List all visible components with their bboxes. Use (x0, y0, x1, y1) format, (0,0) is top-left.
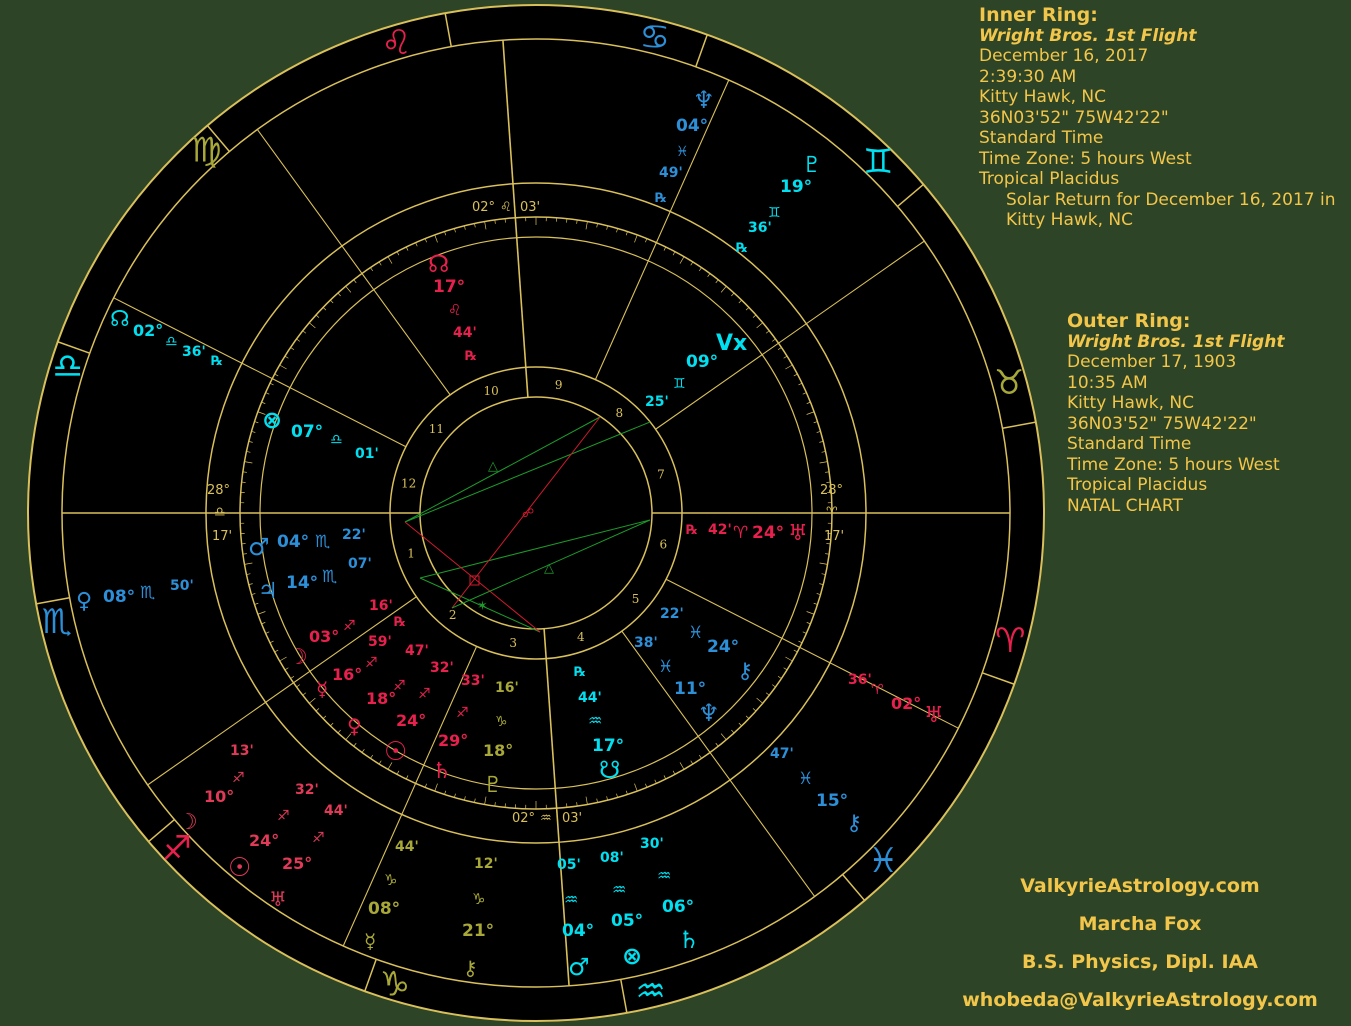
retrograde-mark: ℞ (211, 354, 223, 369)
cusp-degree: 02° (472, 200, 496, 215)
outer-ring-coords: 36N03'52" 75W42'22" (1067, 413, 1257, 434)
trine-aspect-glyph: △ (544, 561, 554, 576)
retrograde-mark: ℞ (465, 349, 477, 364)
inner-ring-title: Wright Bros. 1st Flight (979, 25, 1197, 46)
planet-sign: ♑ (472, 890, 486, 908)
planet-minute: 50' (170, 578, 194, 594)
house-number: 11 (428, 421, 445, 436)
planet-minute: 38' (634, 635, 658, 651)
planet-sign: ♌ (448, 301, 462, 319)
planet-degree: 18° (483, 741, 514, 760)
outer-ring-zone: Time Zone: 5 hours West (1067, 454, 1280, 475)
jupiter-glyph: ♃ (258, 579, 278, 604)
zodiac-sagittarius-icon: ♐ (161, 828, 193, 869)
planet-degree: 10° (204, 787, 235, 806)
planet-minute: 36' (748, 220, 772, 236)
planet-degree: 08° (368, 899, 401, 919)
zodiac-leo-icon: ♌ (381, 23, 412, 64)
north-node-glyph: ☊ (428, 250, 450, 278)
vertex-glyph: Vx (716, 331, 748, 356)
cusp-sign-glyph: ♌ (500, 200, 512, 215)
saturn-glyph: ♄ (678, 926, 700, 954)
sun-glyph: ☉ (384, 737, 408, 767)
uranus-glyph: ♅ (269, 887, 287, 911)
cusp-minute: 03' (520, 200, 541, 215)
cusp-minute: 17' (212, 529, 233, 544)
planet-degree: 08° (103, 587, 136, 607)
zodiac-aries-icon: ♈ (995, 621, 1026, 662)
planet-minute: 44' (324, 803, 348, 819)
cusp-minute: 03' (562, 811, 583, 826)
uranus-glyph: ♅ (788, 521, 808, 546)
house-number: 9 (554, 377, 563, 392)
inner-ring-heading: Inner Ring: (979, 4, 1098, 26)
planet-degree: 24° (752, 523, 785, 543)
house-number: 7 (657, 467, 665, 482)
mars-glyph: ♂ (568, 953, 590, 981)
planet-sign: ♐ (393, 678, 406, 694)
planet-sign: ♏ (315, 532, 331, 552)
cusp-degree: 02° (512, 811, 536, 826)
planet-degree: 17° (592, 736, 625, 756)
sextile-aspect-glyph: ✶ (477, 599, 488, 614)
planet-degree: 15° (816, 791, 849, 811)
email-link[interactable]: whobeda@ValkyrieAstrology.com (962, 989, 1318, 1011)
planet-sign: ♐ (365, 655, 378, 671)
north-node-glyph: ☊ (110, 307, 130, 332)
planet-minute: 22' (342, 527, 366, 543)
cusp-degree: 28° (820, 483, 844, 498)
part-of-fortune-glyph: ⊗ (262, 406, 283, 434)
planet-degree: 02° (133, 321, 164, 340)
south-node-glyph: ☋ (599, 756, 621, 784)
planet-minute: 12' (474, 856, 498, 872)
planet-minute: 44' (453, 325, 477, 341)
planet-minute: 05' (557, 857, 581, 873)
retrograde-mark: ℞ (655, 191, 667, 206)
house-number: 10 (483, 383, 499, 398)
neptune-glyph: ♆ (693, 86, 715, 114)
inner-ring-panel (979, 5, 1335, 231)
house-number: 3 (509, 636, 518, 651)
inner-ring-time: 2:39:30 AM (979, 66, 1077, 87)
neptune-glyph: ♆ (698, 699, 720, 727)
mercury-glyph: ☿ (364, 929, 377, 953)
author-name: Marcha Fox (1078, 913, 1202, 935)
uranus-glyph: ♅ (924, 703, 944, 728)
planet-sign: ♒ (612, 880, 627, 899)
inner-ring-note: Kitty Hawk, NC (1006, 210, 1134, 230)
planet-degree: 04° (277, 532, 310, 552)
planet-minute: 32' (295, 782, 319, 798)
zodiac-taurus-icon: ♉ (993, 362, 1025, 403)
moon-glyph: ☽ (178, 810, 198, 835)
planet-sign: ♐ (418, 686, 431, 702)
planet-minute: 16' (495, 680, 519, 696)
planet-degree: 29° (438, 731, 469, 750)
planet-sign: ♏ (322, 567, 338, 587)
zodiac-virgo-icon: ♍ (190, 130, 222, 171)
saturn-glyph: ♄ (432, 759, 452, 784)
outer-ring-place: Kitty Hawk, NC (1067, 393, 1195, 413)
planet-minute: 44' (578, 690, 602, 706)
outer-ring-time: 10:35 AM (1067, 372, 1148, 393)
planet-degree: 07° (291, 422, 324, 442)
sun-glyph: ☉ (228, 853, 252, 883)
planet-degree: 17° (433, 277, 466, 297)
house-number: 12 (400, 476, 417, 491)
retrograde-mark: ℞ (394, 615, 406, 630)
cusp-degree: 28° (207, 483, 231, 498)
planet-degree: 14° (286, 573, 319, 593)
planet-degree: 16° (332, 665, 363, 684)
cusp-sign-glyph: ♒ (540, 811, 552, 826)
outer-ring-title: Wright Bros. 1st Flight (1067, 331, 1285, 352)
planet-degree: 09° (686, 352, 719, 372)
cusp-sign-glyph: ♈ (826, 505, 838, 520)
inner-ring-date: December 16, 2017 (979, 46, 1149, 66)
planet-degree: 24° (396, 711, 427, 730)
planet-sign: ♈ (871, 682, 884, 698)
house-number: 8 (615, 405, 624, 420)
mars-glyph: ♂ (248, 533, 270, 561)
planet-minute: 49' (659, 165, 683, 181)
opposition-aspect-glyph: ☍ (522, 506, 535, 520)
house-number: 6 (659, 537, 668, 552)
planet-minute: 42' (708, 522, 732, 538)
planet-sign: ♒ (657, 866, 672, 885)
zodiac-aquarius-icon: ♒ (635, 971, 666, 1012)
planet-minute: 30' (640, 836, 664, 852)
planet-minute: 36' (848, 672, 872, 688)
chiron-glyph: ⚷ (463, 956, 478, 980)
planet-minute: 16' (369, 598, 393, 614)
trine-aspect-glyph: △ (488, 459, 498, 474)
planet-minute: 25' (645, 394, 669, 410)
cusp-minute: 17' (824, 529, 845, 544)
planet-sign: ♊ (768, 205, 781, 221)
zodiac-scorpio-icon: ♏ (41, 601, 73, 642)
outer-ring-panel (1067, 311, 1284, 516)
planet-degree: 04° (676, 116, 709, 136)
planet-degree: 25° (282, 854, 313, 873)
inner-ring-zone: Time Zone: 5 hours West (979, 148, 1192, 169)
planet-degree: 24° (707, 637, 740, 657)
planet-degree: 24° (249, 831, 280, 850)
zodiac-capricorn-icon: ♑ (379, 964, 411, 1005)
planet-degree: 05° (611, 911, 644, 931)
planet-minute: 07' (348, 556, 372, 572)
planet-minute: 47' (405, 643, 429, 659)
planet-degree: 11° (674, 679, 707, 699)
mercury-glyph: ☿ (316, 677, 329, 701)
planet-degree: 04° (562, 921, 595, 941)
retrograde-mark: ℞ (574, 665, 586, 680)
planet-minute: 33' (461, 673, 485, 689)
planet-degree: 21° (462, 921, 495, 941)
part-of-fortune-glyph: ⊗ (622, 942, 643, 970)
planet-sign: ♊ (673, 376, 686, 392)
planet-minute: 47' (770, 746, 794, 762)
pluto-glyph: ♇ (483, 773, 503, 798)
venus-glyph: ♀ (347, 714, 362, 738)
planet-degree: 06° (662, 897, 695, 917)
planet-minute: 36' (182, 344, 206, 360)
planet-sign: ♓ (676, 144, 689, 160)
outer-ring-system: Tropical Placidus (1067, 475, 1208, 495)
planet-sign: ♓ (688, 623, 704, 643)
planet-minute: 22' (660, 606, 684, 622)
zodiac-pisces-icon: ♓ (867, 841, 899, 882)
planet-sign: ♓ (658, 657, 674, 677)
planet-minute: 32' (430, 660, 454, 676)
outer-ring-chart-type: NATAL CHART (1067, 495, 1183, 516)
planet-sign: ♒ (588, 711, 603, 730)
house-number: 1 (407, 546, 415, 561)
planet-sign: ♑ (384, 871, 398, 889)
pluto-glyph: ♇ (802, 153, 822, 178)
planet-degree: 18° (366, 689, 397, 708)
planet-minute: 59' (368, 634, 392, 650)
planet-minute: 13' (230, 743, 254, 759)
outer-ring-heading: Outer Ring: (1067, 310, 1191, 332)
planet-degree: 02° (891, 694, 922, 713)
planet-sign: ♐ (456, 705, 469, 721)
planet-sign: ♐ (312, 830, 325, 846)
planet-degree: 03° (309, 627, 340, 646)
inner-ring-system: Tropical Placidus (979, 169, 1120, 189)
planet-sign: ♏ (140, 583, 156, 603)
house-number: 5 (631, 592, 640, 607)
inner-ring-time-type: Standard Time (979, 128, 1104, 148)
planet-sign: ♓ (798, 769, 814, 789)
planet-sign: ♒ (564, 890, 579, 909)
site-link[interactable]: ValkyrieAstrology.com (1020, 875, 1260, 897)
inner-ring-coords: 36N03'52" 75W42'22" (979, 107, 1169, 128)
planet-sign: ♐ (232, 770, 245, 786)
planet-minute: 01' (355, 446, 379, 462)
planet-sign: ♎ (165, 334, 178, 350)
retrograde-mark: ℞ (736, 241, 748, 256)
planet-sign: ♐ (343, 618, 356, 634)
zodiac-gemini-icon: ♊ (863, 141, 894, 182)
inner-ring-place: Kitty Hawk, NC (979, 87, 1107, 107)
zodiac-libra-icon: ♎ (52, 346, 83, 387)
house-number: 4 (576, 630, 585, 645)
planet-minute: 44' (395, 839, 419, 855)
chiron-glyph: ⚷ (737, 659, 754, 684)
planet-sign: ♑ (495, 714, 508, 730)
planet-sign: ♐ (277, 808, 290, 824)
moon-glyph: ☽ (288, 645, 308, 670)
outer-ring-date: December 17, 1903 (1067, 352, 1237, 372)
outer-ring-time-type: Standard Time (1067, 434, 1192, 454)
chiron-glyph: ⚷ (846, 811, 863, 836)
house-number: 2 (448, 608, 457, 623)
planet-sign: ♈ (733, 523, 749, 543)
venus-glyph: ♀ (76, 589, 93, 614)
planet-degree: 19° (780, 177, 813, 197)
planet-sign: ♎ (330, 432, 343, 448)
inner-ring-note: Solar Return for December 16, 2017 in (1006, 189, 1336, 210)
cusp-sign-glyph: ♎ (214, 505, 226, 520)
planet-minute: 08' (600, 850, 624, 866)
author-degree: B.S. Physics, Dipl. IAA (1022, 951, 1258, 973)
credits-block (950, 872, 1330, 1024)
zodiac-cancer-icon: ♋ (639, 17, 671, 58)
retrograde-mark: ℞ (686, 523, 698, 538)
